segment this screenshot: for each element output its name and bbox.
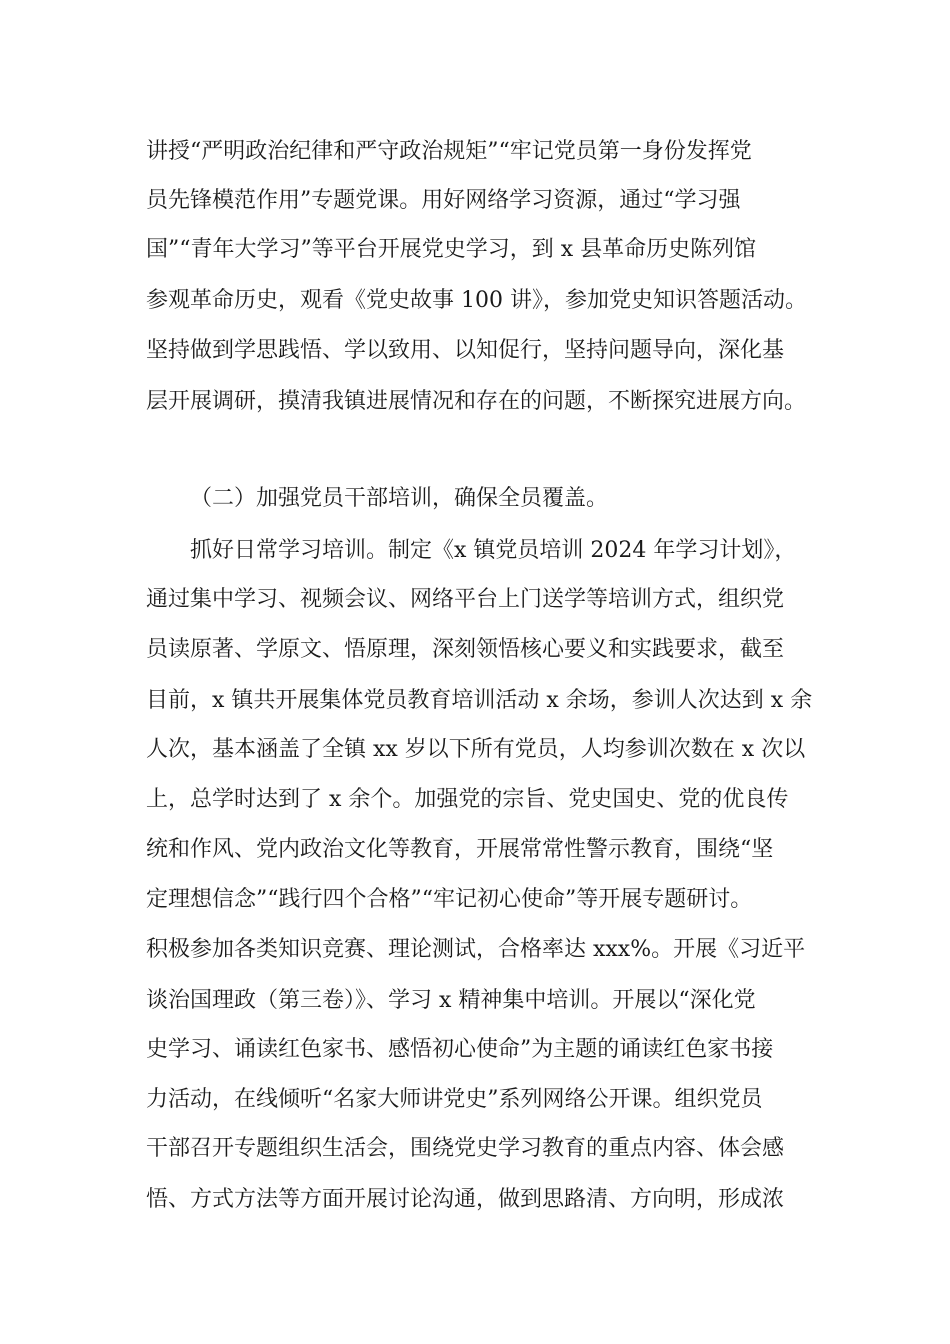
paragraph-line: 坚持做到学思践悟、学以致用、以知促行，坚持问题导向，深化基 (146, 338, 785, 363)
section-heading: （二）加强党员干部培训，确保全员覆盖。 (190, 486, 609, 511)
paragraph-line: 通过集中学习、视频会议、网络平台上门送学等培训方式，组织党 (146, 587, 785, 612)
paragraph-line: 层开展调研，摸清我镇进展情况和存在的问题，不断探究进展方向。 (146, 389, 807, 414)
paragraph-line: 干部召开专题组织生活会，围绕党史学习教育的重点内容、体会感 (146, 1136, 785, 1161)
paragraph-line: 悟、方式方法等方面开展讨论沟通，做到思路清、方向明，形成浓 (146, 1187, 785, 1212)
paragraph-line: 谈治国理政（第三卷）》、学习 x 精神集中培训。开展以“深化党 (146, 988, 756, 1013)
paragraph-line: 目前，x 镇共开展集体党员教育培训活动 x 余场，参训人次达到 x 余 (146, 688, 813, 713)
paragraph-line: 统和作风、党内政治文化等教育，开展常常性警示教育，围绕“坚 (146, 837, 774, 862)
paragraph-line: 定理想信念”“践行四个合格”“牢记初心使命”等开展专题研讨。 (146, 887, 753, 912)
paragraph-line: 员先锋模范作用”专题党课。用好网络学习资源，通过“学习强 (146, 188, 741, 213)
paragraph-line: 史学习、诵读红色家书、感悟初心使命”为主题的诵读红色家书接 (146, 1037, 774, 1062)
paragraph-line: 讲授“严明政治纪律和严守政治规矩”“牢记党员第一身份发挥党 (146, 139, 752, 164)
paragraph-line: 上，总学时达到了 x 余个。加强党的宗旨、党史国史、党的优良传 (146, 787, 789, 812)
paragraph-line: 参观革命历史，观看《党史故事 100 讲》，参加党史知识答题活动。 (146, 288, 807, 313)
paragraph-line: 抓好日常学习培训。制定《x 镇党员培训 2024 年学习计划》， (190, 538, 797, 563)
paragraph-line: 员读原著、学原文、悟原理，深刻领悟核心要义和实践要求，截至 (146, 637, 785, 662)
paragraph-line: 人次，基本涵盖了全镇 xx 岁以下所有党员，人均参训次数在 x 次以 (146, 737, 806, 762)
paragraph-line: 积极参加各类知识竞赛、理论测试，合格率达 xxx%。开展《习近平 (146, 937, 806, 962)
paragraph-line: 力活动，在线倾听“名家大师讲党史”系列网络公开课。组织党员 (146, 1087, 763, 1112)
paragraph-line: 国”“青年大学习”等平台开展党史学习，到 x 县革命历史陈列馆 (146, 237, 757, 262)
